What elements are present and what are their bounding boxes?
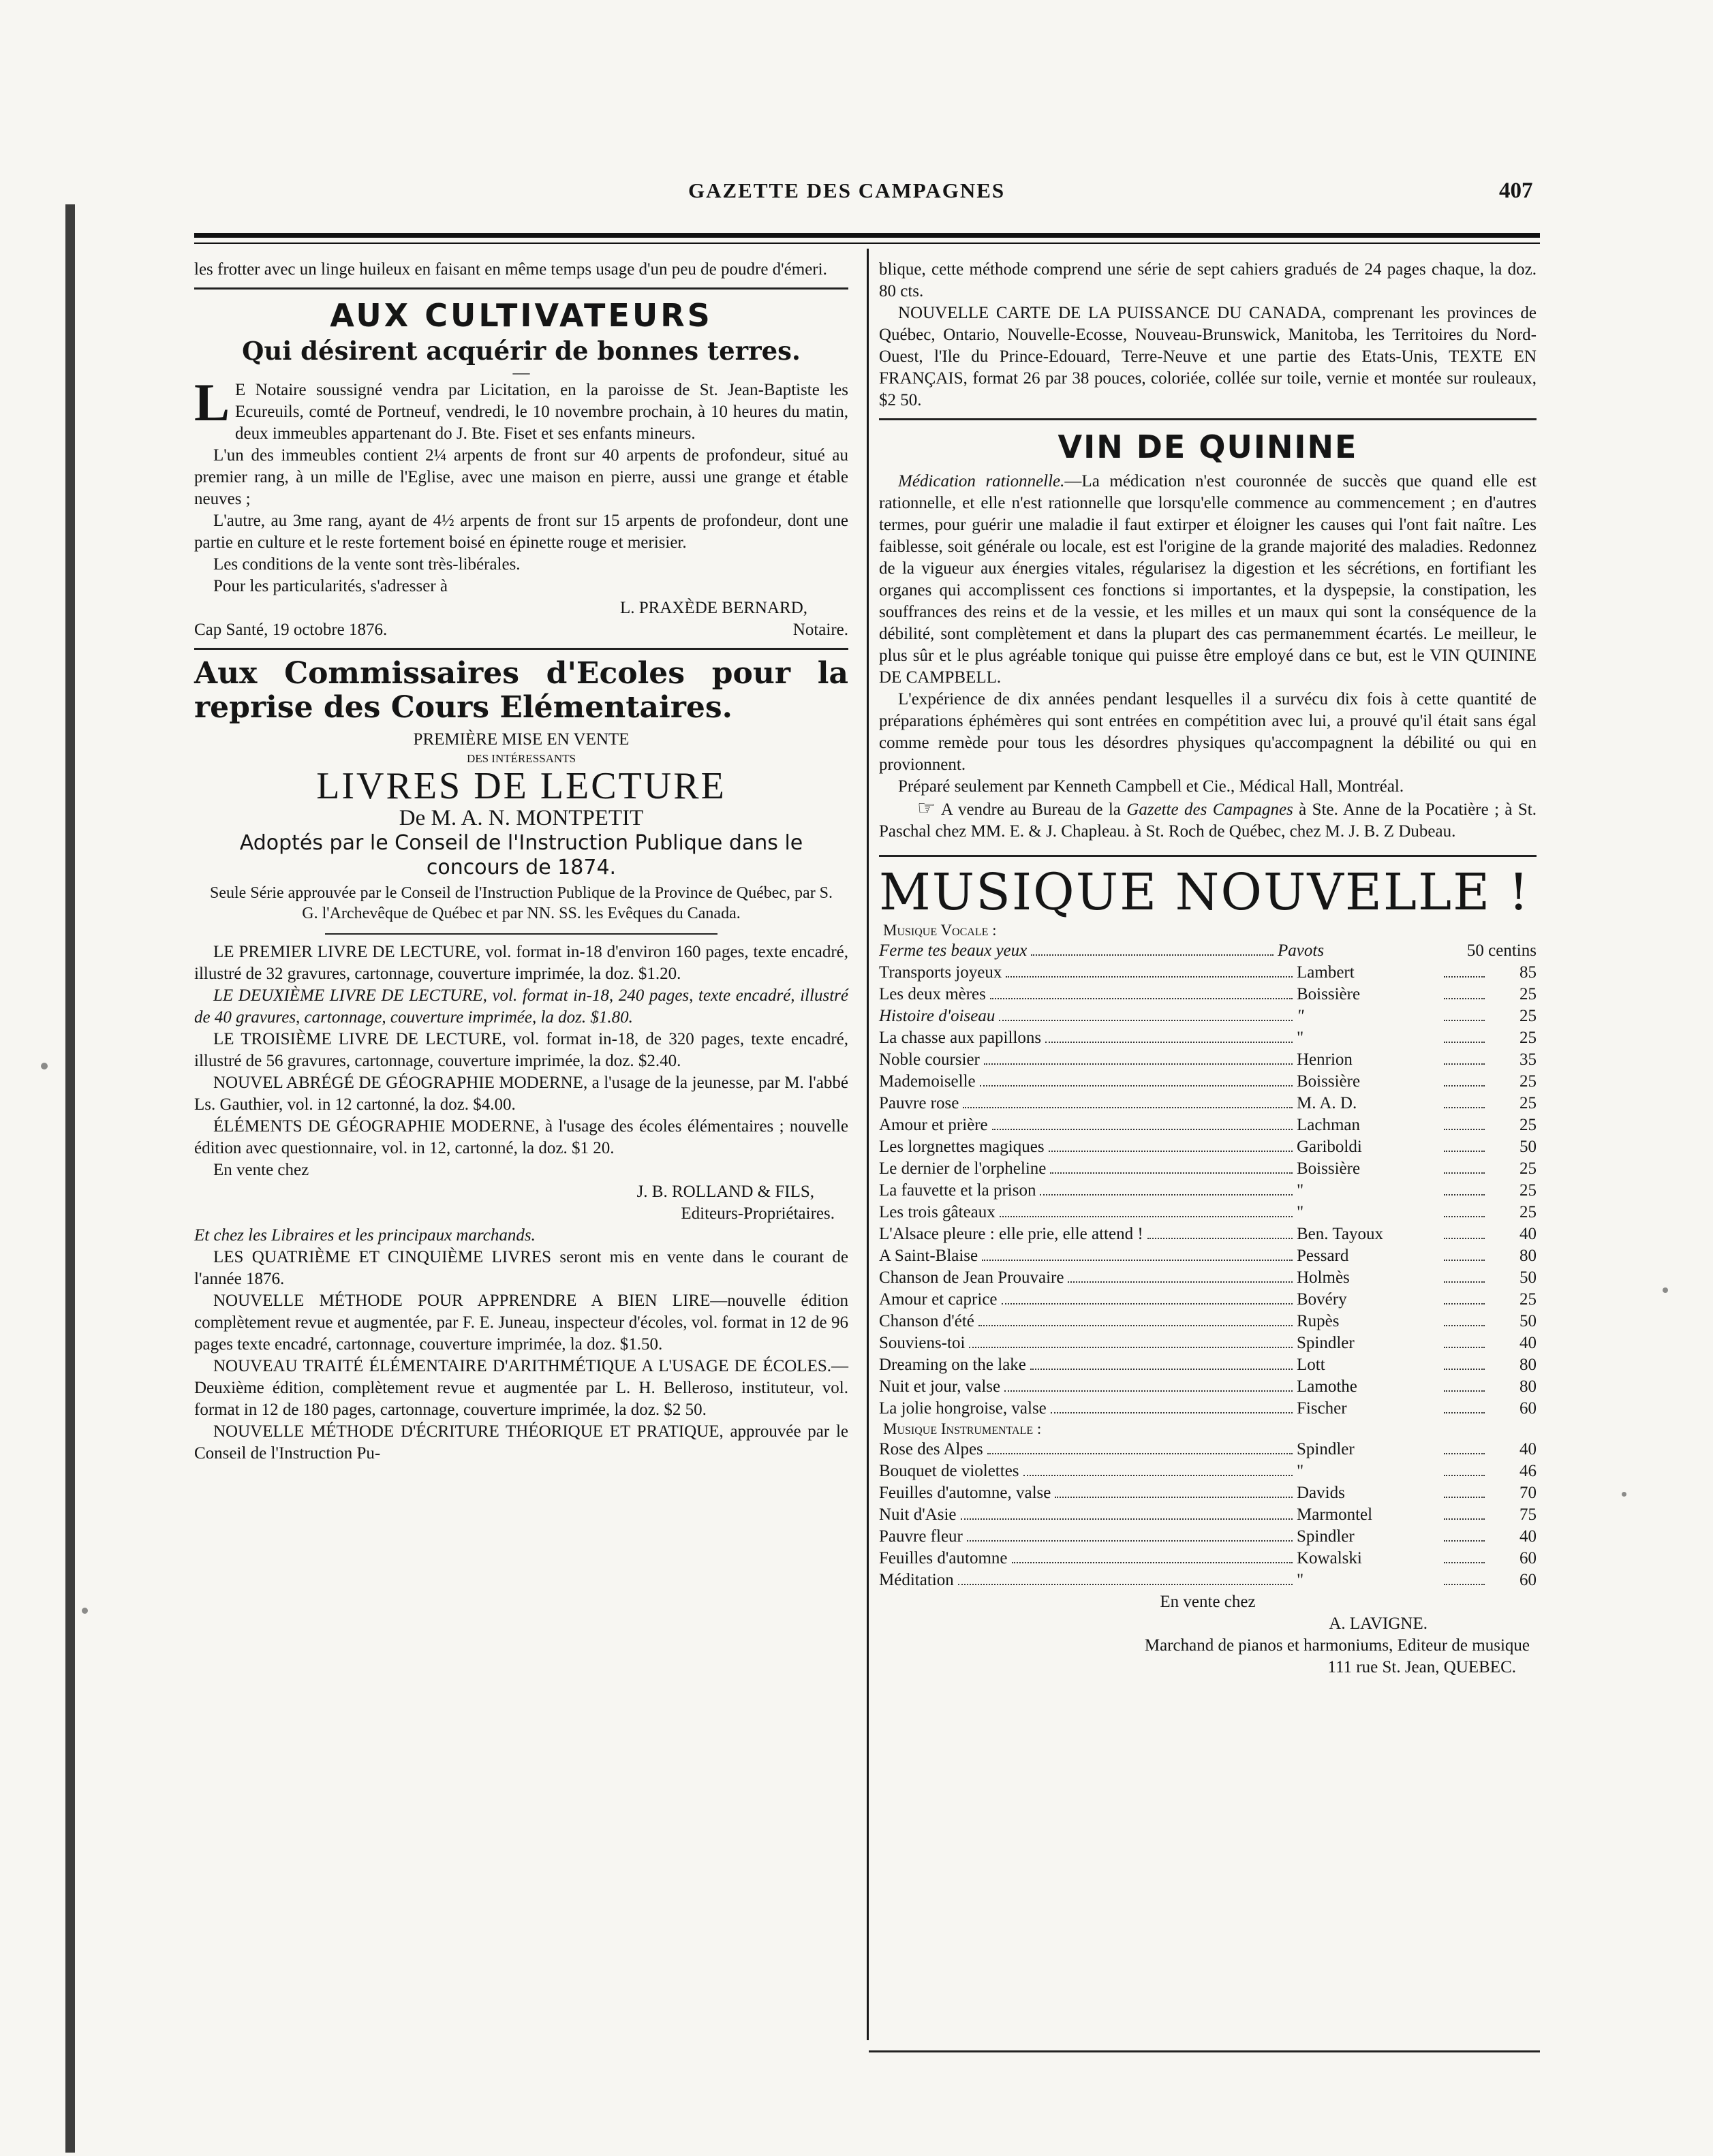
music-list-item [879, 1482, 1537, 1504]
music-price: 40 [1519, 1527, 1537, 1546]
music-title: La jolie hongroise, valse [879, 1399, 1047, 1418]
music-list-item [879, 1223, 1537, 1245]
leader-dots [958, 1572, 1293, 1585]
ink-speck [82, 1608, 88, 1614]
music-title: Chanson d'été [879, 1312, 974, 1330]
leader-dots [961, 1506, 1293, 1520]
music-title: Mademoiselle [879, 1072, 976, 1091]
music-price: 25 [1519, 1159, 1537, 1178]
music-list-item [879, 984, 1537, 1005]
music-price: 25 [1519, 1094, 1537, 1112]
leader-dots [1444, 1572, 1485, 1585]
leader-dots [1002, 1291, 1293, 1304]
music-list-item [879, 1376, 1537, 1398]
music-list-item [879, 1093, 1537, 1114]
instrumentale-list [879, 1439, 1537, 1591]
music-price: 50 [1519, 1138, 1537, 1156]
music-title: A Saint-Blaise [879, 1247, 978, 1265]
music-composer: Spindler [1297, 1440, 1355, 1458]
leader-dots [1444, 1506, 1485, 1520]
cultivateurs-p1: E Notaire soussigné vendra par Licitation, en la paroisse de St. Jean-Baptiste les Ecureuils, comté de Portneuf, vendredi, le 10 novembre prochain, à 10 heures du matin, deux immeubles appartenant do J. Bte. Fiset et ses enfants mineurs. [235, 381, 848, 443]
music-composer: Boissière [1297, 985, 1361, 1003]
book-premier: LE PREMIER LIVRE DE LECTURE, vol. format in-18 d'environ 160 pages, texte encadré, illustré de 32 gravures, cartonnage, couverture imprimée, la doz. $1.20. [194, 943, 848, 983]
music-list-item [879, 1114, 1537, 1136]
book-deuxieme: LE DEUXIÈME LIVRE DE LECTURE, vol. format in-18, 240 pages, texte encadré, illustré de 40 gravures, cartonnage, couverture imprimée, la doz. $1.80. [194, 986, 848, 1027]
ink-speck [41, 1063, 48, 1069]
commissaires-title: Aux Commissaires d'Ecoles pour la reprise des Cours Elémentaires. [194, 656, 848, 725]
pointing-hand-icon: ☞ [917, 797, 936, 819]
vin-title: VIN DE QUININE [1058, 428, 1358, 465]
music-title: Bouquet de violettes [879, 1462, 1019, 1480]
cultivateurs-subtitle: Qui désirent acquérir de bonnes terres. [242, 336, 801, 366]
music-list-item [879, 1136, 1537, 1158]
music-title: Les trois gâteaux [879, 1203, 996, 1221]
leader-dots [1444, 1550, 1485, 1563]
leader-dots [1444, 1051, 1485, 1065]
leader-dots [1444, 1073, 1485, 1087]
section-rule [194, 648, 848, 650]
music-composer: Lott [1297, 1356, 1325, 1374]
vin-p1 [879, 471, 1537, 689]
right-column [879, 259, 1537, 1678]
leader-dots [1444, 1334, 1485, 1348]
leader-dots [1444, 1313, 1485, 1326]
music-title: Noble coursier [879, 1050, 980, 1069]
music-composer: Lambert [1297, 963, 1355, 982]
music-price: 40 [1519, 1334, 1537, 1352]
music-title: Ferme tes beaux yeux [879, 941, 1028, 960]
leader-dots [1023, 1463, 1293, 1476]
book-ecriture: NOUVELLE MÉTHODE D'ÉCRITURE THÉORIQUE ET PRATIQUE, approuvée par le Conseil de l'Instruction Pu- [194, 1422, 848, 1463]
book-methode-lire: NOUVELLE MÉTHODE POUR APPRENDRE A BIEN LIRE—nouvelle édition complètement revue et augmentée, par F. E. Juneau, inspecteur d'écoles, vol. format in 12 de 96 pages texte encadré, cartonnage, couverture imprimée, la doz. $1.50. [194, 1292, 848, 1354]
music-title: Nuit d'Asie [879, 1505, 957, 1524]
et-chez: Et chez les Libraires et les principaux marchands. [194, 1226, 536, 1245]
leader-dots [987, 1441, 1293, 1454]
book-quatrieme: LES QUATRIÈME ET CINQUIÈME LIVRES seront mis en vente dans le courant de l'année 1876. [194, 1248, 848, 1288]
leader-dots [1004, 1378, 1293, 1392]
leader-dots [1444, 986, 1485, 999]
livres-author: De M. A. N. MONTPETIT [399, 806, 644, 830]
music-list-item [879, 1158, 1537, 1180]
music-price: 35 [1519, 1050, 1537, 1069]
short-rule [325, 933, 717, 935]
livres-title: LIVRES DE LECTURE [316, 765, 726, 807]
music-price: 25 [1519, 1007, 1537, 1025]
instrumentale-label: Musique Instrumentale : [883, 1420, 1042, 1437]
music-price: 40 [1519, 1225, 1537, 1243]
music-composer: Holmès [1297, 1268, 1350, 1287]
leader-dots [1444, 1116, 1485, 1130]
music-price: 46 [1519, 1462, 1537, 1480]
column-divider [867, 249, 869, 2040]
musique-en-vente: En vente chez [1160, 1593, 1256, 1611]
leader-dots [1444, 1378, 1485, 1392]
book-elements-geographie: ÉLÉMENTS DE GÉOGRAPHIE MODERNE, à l'usage des écoles élémentaires ; nouvelle édition avec questionnaire, vol. in 12, cartonné, la doz. $1 20. [194, 1117, 848, 1157]
music-title: Dreaming on the lake [879, 1356, 1026, 1374]
music-composer: Ben. Tayoux [1297, 1225, 1383, 1243]
music-price: 85 [1519, 963, 1537, 982]
leader-dots [1444, 1095, 1485, 1108]
leader-dots [1444, 1138, 1485, 1152]
drop-cap: L [194, 373, 230, 432]
vin-p3: Préparé seulement par Kenneth Campbell et Cie., Médical Hall, Montréal. [898, 777, 1404, 796]
music-title: Le dernier de l'orpheline [879, 1159, 1047, 1178]
vocale-label: Musique Vocale : [883, 922, 997, 939]
place-date: Cap Santé, 19 octobre 1876. [194, 621, 388, 639]
leader-dots [984, 1051, 1293, 1065]
leader-dots [1147, 1225, 1293, 1239]
vin-p4-gazette: Gazette des Campagnes [1126, 800, 1293, 819]
vin-p4 [879, 798, 1537, 843]
music-price: 80 [1519, 1247, 1537, 1265]
music-title: Feuilles d'automne, valse [879, 1484, 1051, 1502]
leader-dots [1444, 1029, 1485, 1043]
vin-lead: Médication rationnelle. [898, 472, 1065, 490]
music-list-item [879, 1005, 1537, 1027]
notary-role: Notaire. [792, 621, 848, 639]
music-composer: Bovéry [1297, 1290, 1347, 1309]
leader-dots [1444, 1484, 1485, 1498]
vocale-list [879, 940, 1537, 1420]
music-price: 25 [1519, 1072, 1537, 1091]
seller-desc: Marchand de pianos et harmoniums, Editeur de musique [1144, 1636, 1530, 1655]
left-column: les frotter avec un linge huileux en faisant en même temps usage d'un peu de poudre d'émeri. AUX CULTIVATEURS Qui désirent acquérir de bonnes terres. — L E Notaire soussigné vendra par Licitation, en la paroisse de St. Jean-Baptiste les Ecureuils, comté de Portneuf, vendredi, le 10 novembre prochain, à 10 heures du matin, deux immeubles appartenant do J. Bte. Fiset et ses enfants mineurs. L'un des immeubles contient 2¼ arpents de front sur 40 arpents de profondeur, situé au premier rang, à un mille de l'Eglise, avec une maison en pierre, aussi une grange et étable neuves ; L'autre, au 3me rang, ayant de 4½ arpents de front sur 15 arpents de profondeur, dont une partie en culture et le reste fortement boisé en épinette rouge et merisier. Les conditions de la vente sont très-libérales. Pour les particularités, s'adresser à L. PRAXÈDE BERNARD, Cap Santé, 19 octobre 1876. Notaire. Aux Commissaires d'Ecoles pour la reprise des Cours Elémentaires. PREMIÈRE MISE EN VENTE DES INTÉRESSANTS LIVRES DE LECTURE De M. A. N. MONTPETIT Adoptés par le Conseil de l'Instruction Publique dans le concours de 1874. Seule Série approuvée par le Conseil de l'Instruction Publique de la Province de Québec, par S. G. l'Archevêque de Québec et par NN. SS. les Evêques du Canada. LE PREMIER LIVRE DE LECTURE, vol. format in-18 d'environ 160 pages, texte encadré, illustré de 32 gravures, cartonnage, couverture imprimée, la doz. $1.20. LE DEUXIÈME LIVRE DE LECTURE, vol. format in-18, 240 pages, texte encadré, illustré de 40 gravures, cartonnage, couverture imprimée, la doz. $1.80. LE TROISIÈME LIVRE DE LECTURE, vol. format in-18, de 320 pages, texte encadré, illustré de 56 gravures, cartonnage, couverture imprimée, la doz. $2.40. NOUVEL ABRÉGÉ DE GÉOGRAPHIE MODERNE, a l'usage de la jeunesse, par M. l'abbé Ls. Gauthier, vol. in 12 cartonné, la doz. $4.00. ÉLÉMENTS DE GÉOGRAPHIE MODERNE, à l'usage des écoles élémentaires ; nouvelle édition avec questionnaire, vol. in 12, cartonné, la doz. $1 20. En vente chez J. B. ROLLAND & FILS, Editeurs-Propriétaires. Et chez les Libraires et les principaux marchands. LES QUATRIÈME ET CINQUIÈME LIVRES seront mis en vente dans le courant de l'année 1876. NOUVELLE MÉTHODE POUR APPRENDRE A BIEN LIRE—nouvelle édition complètement revue et augmentée, par F. E. Juneau, inspecteur d'écoles, vol. format in 12 de 96 pages texte encadré, cartonnage, couverture imprimée, la doz. $1.50. NOUVEAU TRAITÉ ÉLÉMENTAIRE D'ARITHMÉTIQUE A L'USAGE DE ÉCOLES.—Deuxième édition, complètement revue et augmentée par L. H. Belleroso, instituteur, vol. format in 12 de 180 pages, cartonnage, couverture imprimée, la doz. $2 50. NOUVELLE MÉTHODE D'ÉCRITURE THÉORIQUE ET PRATIQUE, approuvée par le Conseil de l'Instruction Pu- [194, 259, 848, 1465]
music-list-item [879, 1439, 1537, 1460]
cultivateurs-body [194, 373, 848, 445]
leader-dots [1444, 1204, 1485, 1217]
bottom-rule [869, 2050, 1540, 2052]
leader-dots [978, 1313, 1293, 1326]
book-troisieme: LE TROISIÈME LIVRE DE LECTURE, vol. format in-18, de 320 pages, texte encadré, illustré de 56 gravures, cartonnage, couverture imprimée, la doz. $2.40. [194, 1030, 848, 1070]
leader-dots [982, 1247, 1293, 1261]
leader-dots [990, 986, 1293, 999]
des-interessants: DES INTÉRESSANTS [466, 752, 576, 765]
leader-dots [1049, 1138, 1293, 1152]
music-list-item [879, 1202, 1537, 1223]
leader-dots [1000, 1204, 1293, 1217]
music-composer: Gariboldi [1297, 1138, 1362, 1156]
section-rule [879, 418, 1537, 420]
leader-dots [1068, 1269, 1293, 1283]
continuation-text: blique, cette méthode comprend une série de sept cahiers gradués de 24 pages chaque, la doz. 80 cts. [879, 260, 1537, 300]
music-composer: Pavots [1278, 941, 1325, 960]
music-title: Pauvre fleur [879, 1527, 963, 1546]
music-list-item [879, 1311, 1537, 1332]
music-price: 25 [1519, 985, 1537, 1003]
leader-dots [963, 1095, 1293, 1108]
leader-dots [1006, 964, 1293, 978]
music-title: Rose des Alpes [879, 1440, 983, 1458]
music-composer: Fischer [1297, 1399, 1347, 1418]
music-composer: " [1297, 1181, 1304, 1200]
music-list-item [879, 1180, 1537, 1202]
music-list-item [879, 1460, 1537, 1482]
musique-title: MUSIQUE NOUVELLE ! [879, 863, 1530, 922]
signature-row [194, 619, 848, 641]
music-price: 70 [1519, 1484, 1537, 1502]
music-price: 50 [1519, 1312, 1537, 1330]
ink-speck [1663, 1287, 1668, 1293]
cultivateurs-p2: L'un des immeubles contient 2¼ arpents de front sur 40 arpents de profondeur, situé au premier rang, à un mille de l'Eglise, avec une maison en pierre, aussi une grange et étable neuves ; [194, 446, 848, 508]
vin-p4-b: à Ste. Anne de la Pocatière ; à St. Paschal chez MM. E. & J. Chapleau. à St. Roch de Québec, chez M. J. B. Z Dubeau. [879, 800, 1537, 841]
leader-dots [1444, 1528, 1485, 1542]
music-composer: Marmontel [1297, 1505, 1373, 1524]
cultivateurs-title: AUX CULTIVATEURS [330, 297, 713, 334]
music-composer: Davids [1297, 1484, 1345, 1502]
leader-dots [1444, 1441, 1485, 1454]
leader-dots [1444, 964, 1485, 978]
music-title: La fauvette et la prison [879, 1181, 1036, 1200]
intro-text: les frotter avec un linge huileux en faisant en même temps usage d'un peu de poudre d'émeri. [194, 260, 827, 279]
music-title: Histoire d'oiseau [879, 1007, 996, 1025]
leader-dots [1444, 1291, 1485, 1304]
music-title: Nuit et jour, valse [879, 1377, 1001, 1396]
music-composer: Henrion [1297, 1050, 1353, 1069]
leader-dots [1444, 1356, 1485, 1370]
music-price: 60 [1519, 1549, 1537, 1567]
music-title: Souviens-toi [879, 1334, 966, 1352]
music-price: 25 [1519, 1116, 1537, 1134]
music-composer: M. A. D. [1297, 1094, 1357, 1112]
music-list-item [879, 1398, 1537, 1420]
music-price: 25 [1519, 1290, 1537, 1309]
publisher-name: J. B. ROLLAND & FILS, [636, 1183, 814, 1201]
book-arithmetique: NOUVEAU TRAITÉ ÉLÉMENTAIRE D'ARITHMÉTIQUE A L'USAGE DE ÉCOLES.—Deuxième édition, complètement revue et augmentée par L. H. Belleroso, instituteur, vol. format in 12 de 180 pages, cartonnage, couverture imprimée, la doz. $2 50. [194, 1357, 848, 1419]
music-price: 50 [1519, 1268, 1537, 1287]
cultivateurs-p4: Les conditions de la vente sont très-libérales. [213, 555, 521, 574]
music-composer: Kowalski [1297, 1549, 1362, 1567]
music-list-item [879, 1245, 1537, 1267]
music-price: 75 [1519, 1505, 1537, 1524]
music-title: L'Alsace pleure : elle prie, elle attend ! [879, 1225, 1143, 1243]
running-title: GAZETTE DES CAMPAGNES [688, 178, 1006, 202]
leader-dots [1045, 1029, 1293, 1043]
music-list-item [879, 1569, 1537, 1591]
notary-name: L. PRAXÈDE BERNARD, [619, 599, 807, 617]
leader-dots [1444, 1225, 1485, 1239]
music-list-item [879, 1332, 1537, 1354]
leader-dots [1444, 1463, 1485, 1476]
vin-p1-text: —La médication n'est couronnée de succès que quand elle est rationnelle, et elle n'est rationnelle que lorsqu'elle commence au commencement ; en d'autres termes, pour guérir une maladie il faut extirper et éloigner les causes qui l'ont fait naître. Les faiblesse, soit générale ou locale, est est l'origine de la grande majorité des maladies. Redonnez de la vigueur aux énergies vitales, régularisez la digestion et les sécrétions, en fortifiant les organes qui accomplissent ces fonctions si importantes, et la dyspepsie, la constipation, les souffrances des reins et de la vessie, et les milles et un maux qui sont la conséquence de la débilité, sont complètement et dans la plupart des cas permanemment écartés. Le meilleur, le plus sûr et le plus agréable tonique qui puisse être employé dans ce but, est le VIN QUININE DE CAMPBELL. [879, 472, 1537, 687]
music-price: 25 [1519, 1203, 1537, 1221]
cultivateurs-p3: L'autre, au 3me rang, ayant de 4½ arpents de front sur 15 arpents de profondeur, dont une partie en culture et le reste fortement boisé en épinette rouge et merisier. [194, 512, 848, 552]
music-composer: Boissière [1297, 1159, 1361, 1178]
music-price: 80 [1519, 1356, 1537, 1374]
leader-dots [1030, 1356, 1293, 1370]
seller-address: 111 rue St. Jean, QUEBEC. [1327, 1658, 1516, 1676]
leader-dots [969, 1334, 1293, 1348]
music-list-item [879, 1504, 1537, 1526]
music-composer: Rupès [1297, 1312, 1340, 1330]
premiere-mise: PREMIÈRE MISE EN VENTE [413, 730, 630, 749]
leader-dots [1444, 1007, 1485, 1021]
leader-dots [1444, 1182, 1485, 1196]
music-title: Amour et prière [879, 1116, 988, 1134]
music-price: 40 [1519, 1440, 1537, 1458]
leader-dots [992, 1116, 1293, 1130]
leader-dots [1051, 1400, 1293, 1413]
music-title: La chasse aux papillons [879, 1029, 1042, 1047]
leader-dots [1055, 1484, 1293, 1498]
print-bleed-mark [65, 204, 75, 2153]
header-rule-thick [194, 233, 1540, 238]
music-composer: " [1297, 1203, 1304, 1221]
music-price: 60 [1519, 1571, 1537, 1589]
music-price: 50 centins [1466, 941, 1537, 960]
book-abrege-geographie: NOUVEL ABRÉGÉ DE GÉOGRAPHIE MODERNE, a l'usage de la jeunesse, par M. l'abbé Ls. Gauthier, vol. in 12 cartonné, la doz. $4.00. [194, 1074, 848, 1114]
music-title: Les lorgnettes magiques [879, 1138, 1045, 1156]
cultivateurs-p5: Pour les particularités, s'adresser à [213, 577, 448, 595]
music-title: Méditation [879, 1571, 954, 1589]
music-list-item [879, 1027, 1537, 1049]
leader-dots [1444, 1400, 1485, 1413]
en-vente-chez: En vente chez [213, 1161, 309, 1179]
music-composer: Pessard [1297, 1247, 1349, 1265]
leader-dots [1444, 1269, 1485, 1283]
vin-p2: L'expérience de dix années pendant lesquelles il a survécu dix fois à cette quantité de préparations éphémères qui sont entrées en compétition avec lui, a prouvé qu'il était sans égal comme remède pour tous les désordres physiques qu'accompagnent la débilité ou qui en provionnent. [879, 690, 1537, 774]
music-title: Feuilles d'automne [879, 1549, 1008, 1567]
music-composer: " [1297, 1571, 1304, 1589]
leader-dots [980, 1073, 1293, 1087]
music-list-item [879, 962, 1537, 984]
music-list-item [879, 1354, 1537, 1376]
music-list-item [879, 1548, 1537, 1569]
music-composer: " [1297, 1007, 1304, 1025]
carte-canada: NOUVELLE CARTE DE LA PUISSANCE DU CANADA, comprenant les provinces de Québec, Ontario, Nouvelle-Ecosse, Nouveau-Brunswick, Manitoba, les Territoires du Nord-Ouest, l'Ile du Prince-Edouard, Terre-Neuve et une partie des Etats-Unis, TEXTE EN FRANÇAIS, format 26 par 38 pouces, coloriée, collée sur toile, vernie et montée sur rouleaux, $2 50. [879, 304, 1537, 409]
header-rule-thin [194, 243, 1540, 244]
music-list-item [879, 1049, 1537, 1071]
music-composer: " [1297, 1462, 1304, 1480]
leader-dots [1031, 942, 1274, 956]
music-composer: Lachman [1297, 1116, 1361, 1134]
section-rule [879, 855, 1537, 857]
music-title: Amour et caprice [879, 1290, 998, 1309]
music-price: 25 [1519, 1181, 1537, 1200]
music-title: Les deux mères [879, 985, 986, 1003]
music-composer: Boissière [1297, 1072, 1361, 1091]
music-composer: Lamothe [1297, 1377, 1357, 1396]
adoptes: Adoptés par le Conseil de l'Instruction Publique dans le concours de 1874. [239, 831, 803, 879]
music-list-item [879, 1071, 1537, 1093]
page-number: 407 [1499, 178, 1533, 203]
vin-p4-a: A vendre au Bureau de la [940, 800, 1127, 819]
music-list-item [879, 1526, 1537, 1548]
publisher-role: Editeurs-Propriétaires. [681, 1204, 835, 1223]
music-title: Pauvre rose [879, 1094, 959, 1112]
leader-dots [1444, 1160, 1485, 1174]
leader-dots [1040, 1182, 1293, 1196]
music-list-item [879, 940, 1537, 962]
leader-dots [1050, 1160, 1293, 1174]
section-rule [194, 287, 848, 290]
ink-speck [1622, 1492, 1626, 1497]
music-composer: Spindler [1297, 1527, 1355, 1546]
music-title: Chanson de Jean Prouvaire [879, 1268, 1064, 1287]
leader-dots [967, 1528, 1293, 1542]
music-composer: " [1297, 1029, 1304, 1047]
music-list-item [879, 1267, 1537, 1289]
music-price: 60 [1519, 1399, 1537, 1418]
leader-dots [1012, 1550, 1293, 1563]
music-composer: Spindler [1297, 1334, 1355, 1352]
leader-dots [999, 1007, 1293, 1021]
music-title: Transports joyeux [879, 963, 1002, 982]
leader-dots [1444, 1247, 1485, 1261]
music-price: 25 [1519, 1029, 1537, 1047]
music-price: 80 [1519, 1377, 1537, 1396]
seule-serie: Seule Série approuvée par le Conseil de l'Instruction Publique de la Province de Québec, par S. G. l'Archevêque de Québec et par NN. SS. les Evêques du Canada. [209, 884, 833, 922]
seller-name: A. LAVIGNE. [1329, 1614, 1428, 1633]
music-list-item [879, 1289, 1537, 1311]
